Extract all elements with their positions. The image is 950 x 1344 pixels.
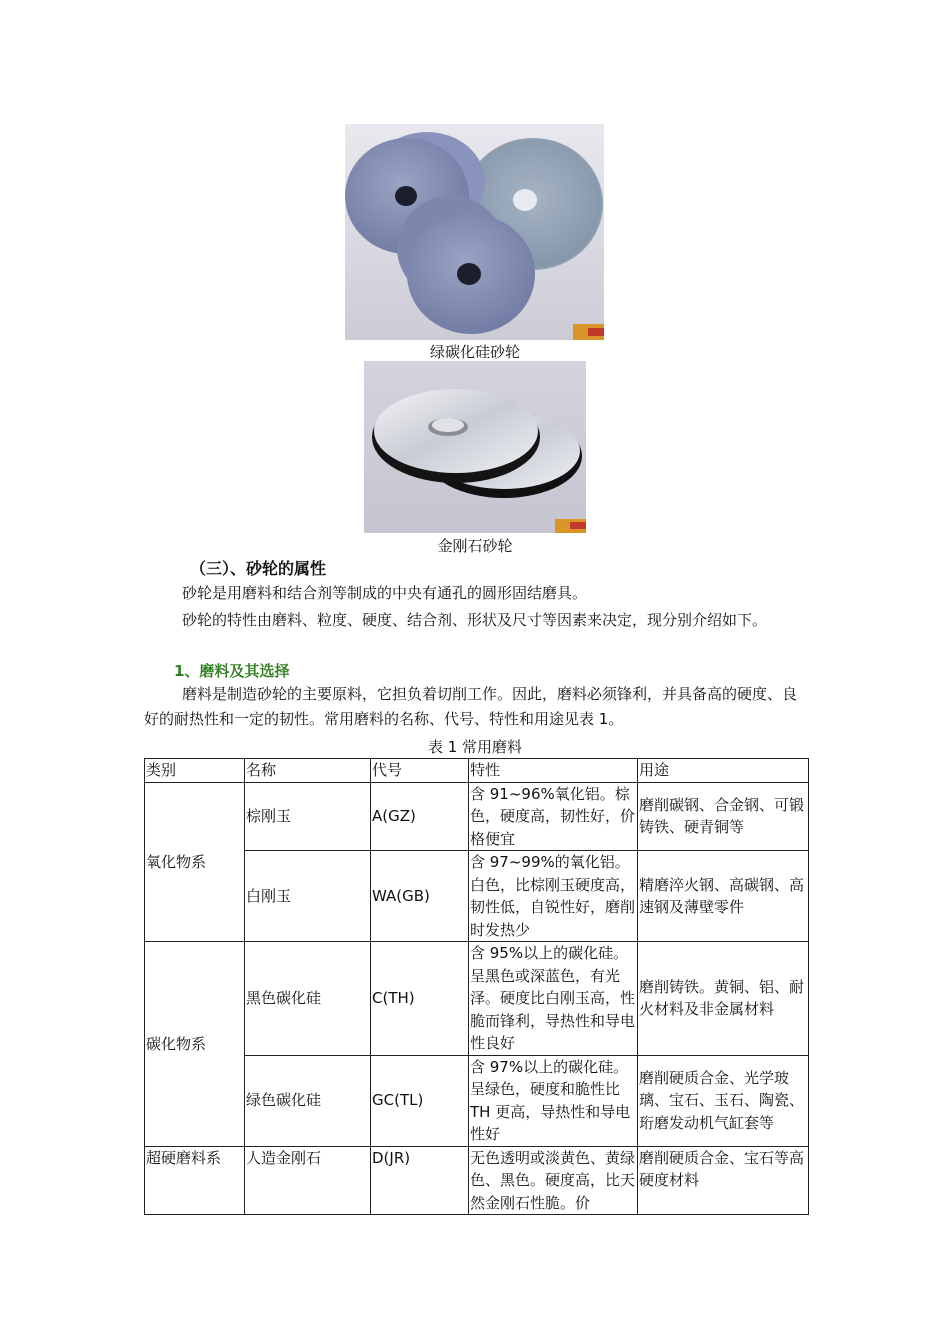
header-cell: 类别: [145, 759, 245, 783]
code-cell: WA(GB): [371, 851, 469, 942]
property-cell: 含 97~99%的氧化铝。白色，比棕刚玉硬度高，韧性低，自锐性好，磨削时发热少: [469, 851, 638, 942]
property-cell: 含 97%以上的碳化硅。呈绿色，硬度和脆性比 TH 更高，导热性和导电性好: [469, 1055, 638, 1146]
figure-caption-diamond: 金刚石砂轮: [437, 537, 513, 555]
category-cell: 氧化物系: [145, 782, 245, 942]
code-cell: A(GZ): [371, 782, 469, 851]
green-sic-wheel-photo: [345, 124, 604, 340]
figure-caption-green-sic: 绿碳化硅砂轮: [429, 343, 520, 361]
code-cell: GC(TL): [371, 1055, 469, 1146]
table-row: [145, 1146, 809, 1215]
table-caption: 表 1 常用磨料: [427, 738, 523, 756]
header-cell: 代号: [371, 759, 469, 783]
abrasive-table: [144, 758, 809, 1215]
category-cell: 碳化物系: [145, 942, 245, 1147]
table-header-row: [145, 759, 809, 783]
table-row: [145, 851, 809, 942]
property-cell: 含 91~96%氧化铝。棕色，硬度高，韧性好，价格便宜: [469, 782, 638, 851]
name-cell: 绿色碳化硅: [245, 1055, 371, 1146]
property-cell: 含 95%以上的碳化硅。呈黑色或深蓝色，有光泽。硬度比白刚玉高，性脆而锋利，导热性和导电性良好: [469, 942, 638, 1056]
code-cell: C(TH): [371, 942, 469, 1056]
name-cell: 棕刚玉: [245, 782, 371, 851]
section-heading: （三）、砂轮的属性: [190, 559, 327, 578]
subsection-heading: 1、磨料及其选择: [174, 662, 290, 680]
paragraph: 砂轮的特性由磨料、粒度、硬度、结合剂、形状及尺寸等因素来决定，现分别介绍如下。: [182, 611, 768, 629]
diamond-wheel-photo: [364, 361, 586, 533]
header-cell: 特性: [469, 759, 638, 783]
use-cell: 精磨淬火钢、高碳钢、高速钢及薄壁零件: [638, 851, 809, 942]
name-cell: 黑色碳化硅: [245, 942, 371, 1056]
header-cell: 名称: [245, 759, 371, 783]
category-cell: 超硬磨料系: [145, 1146, 245, 1215]
property-cell: 无色透明或淡黄色、黄绿色、黑色。硬度高，比天然金刚石性脆。价: [469, 1146, 638, 1215]
table-row: [145, 1055, 809, 1146]
header-cell: 用途: [638, 759, 809, 783]
use-cell: 磨削硬质合金、光学玻璃、宝石、玉石、陶瓷、珩磨发动机气缸套等: [638, 1055, 809, 1146]
use-cell: 磨削铸铁。黄铜、铝、耐火材料及非金属材料: [638, 942, 809, 1056]
use-cell: 磨削碳钢、合金钢、可锻铸铁、硬青铜等: [638, 782, 809, 851]
name-cell: 人造金刚石: [245, 1146, 371, 1215]
paragraph-abrasive: 磨料是制造砂轮的主要原料，它担负着切削工作。因此，磨料必须锋利，并具备高的硬度、良好的耐热性和一定的韧性。常用磨料的名称、代号、特性和用途见表 1。: [144, 685, 798, 728]
paragraph: 砂轮是用磨料和结合剂等制成的中央有通孔的圆形固结磨具。: [182, 584, 588, 602]
use-cell: 磨削硬质合金、宝石等高硬度材料: [638, 1146, 809, 1215]
table-row: [145, 782, 809, 851]
code-cell: D(JR): [371, 1146, 469, 1215]
table-row: [145, 942, 809, 1056]
name-cell: 白刚玉: [245, 851, 371, 942]
